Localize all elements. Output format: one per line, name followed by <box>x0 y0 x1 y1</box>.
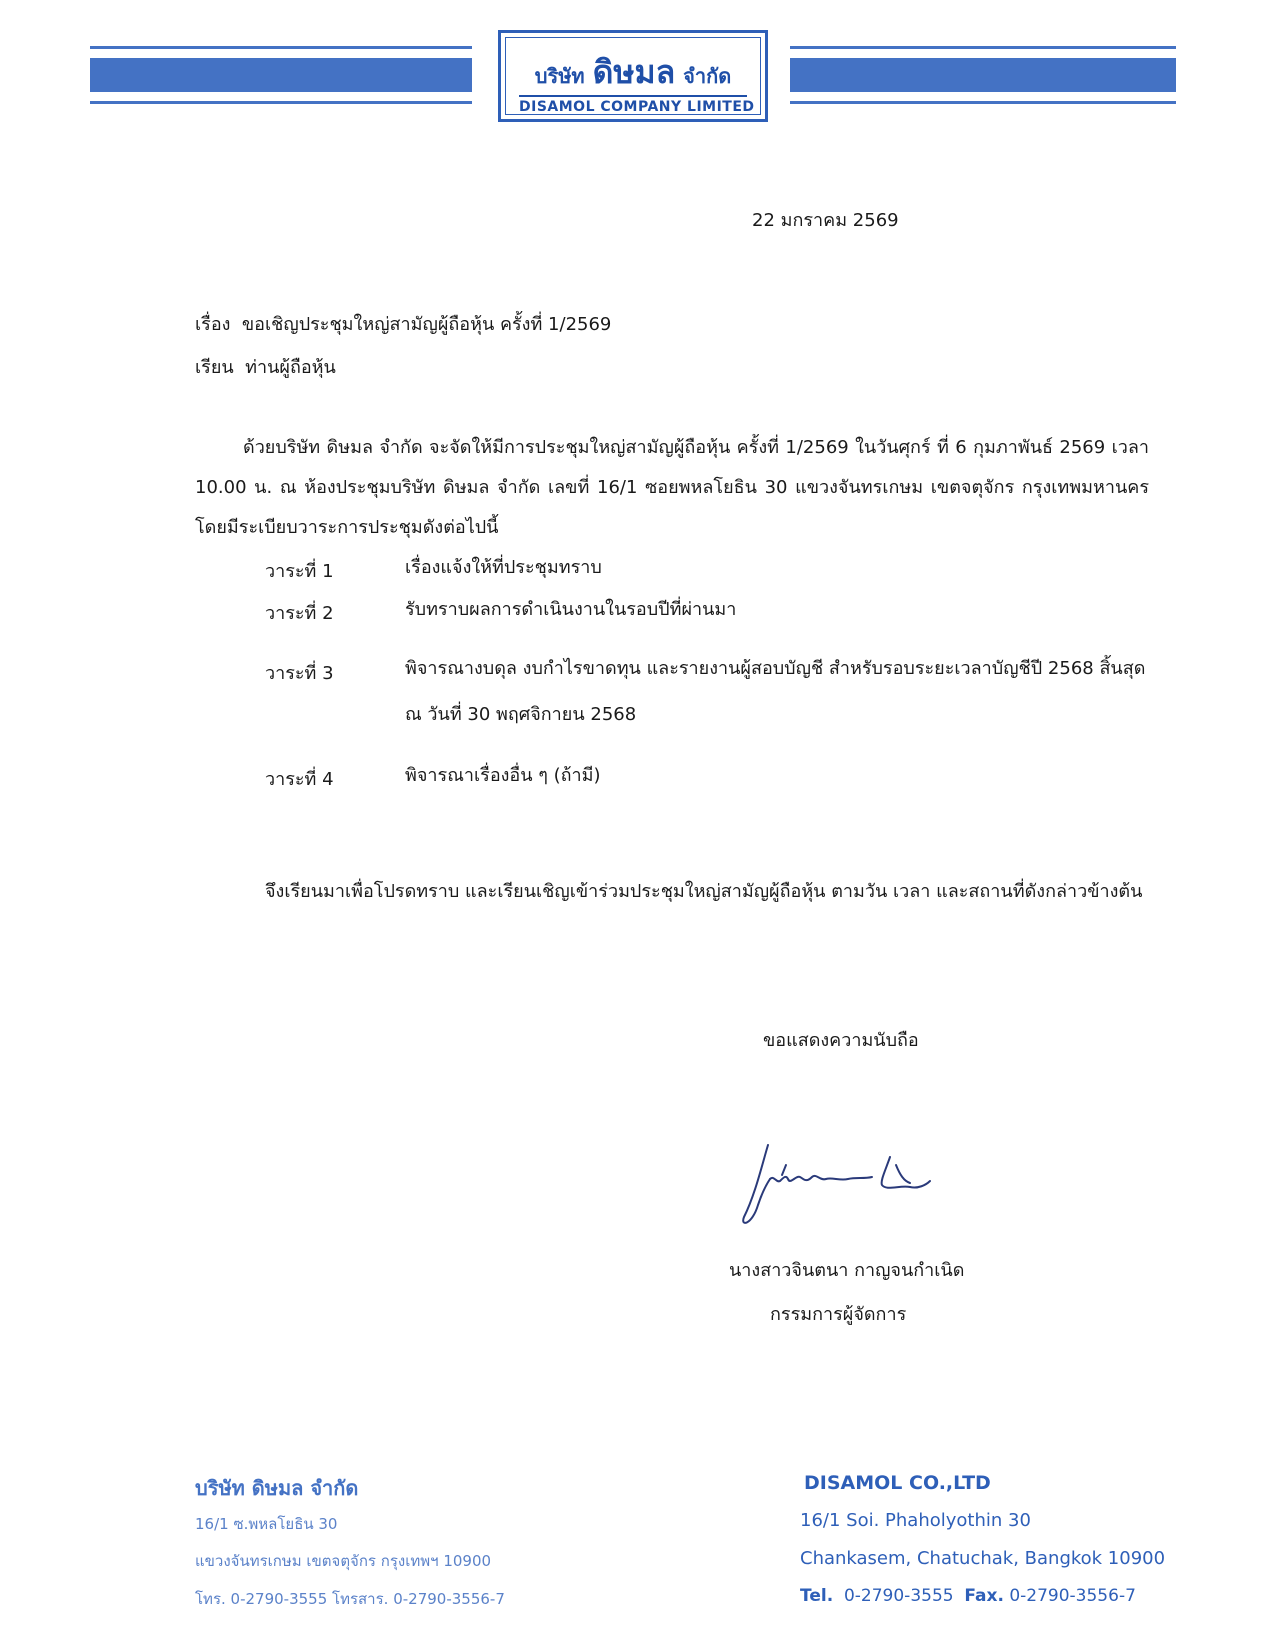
logo-name: ดิษมล <box>592 53 676 91</box>
logo-thai-name <box>501 47 765 98</box>
footer-tel-label: Tel. <box>800 1586 834 1606</box>
footer-fax-label: Fax. <box>964 1586 1004 1606</box>
letter-date: 22 มกราคม 2569 <box>752 210 899 231</box>
subject-label: เรื่อง <box>195 314 231 335</box>
header-band-left-top <box>90 46 472 49</box>
recipient-line <box>195 359 336 377</box>
footer-fax-number: 0-2790-3556-7 <box>1009 1586 1136 1606</box>
logo-prefix: บริษัท <box>534 64 585 88</box>
footer-thai-company: บริษัท ดิษมล จำกัด <box>195 1476 359 1500</box>
logo-suffix: จำกัด <box>683 64 732 88</box>
header-band-right-bottom <box>790 101 1176 104</box>
logo-english-name: DISAMOL COMPANY LIMITED <box>519 95 747 115</box>
recipient-label: เรียน <box>195 357 234 378</box>
recipient-text: ท่านผู้ถือหุ้น <box>245 357 336 378</box>
agenda-text: เรื่องแจ้งให้ที่ประชุมทราบ <box>405 557 602 578</box>
footer-tel-number: 0-2790-3555 <box>843 1586 954 1606</box>
body-paragraph: ด้วยบริษัท ดิษมล จำกัด จะจัดให้มีการประชุมใหญ่สามัญผู้ถือหุ้น ครั้งที่ 1/2569 ในวันศุกร์ ที่ 6 กุมภาพันธ์ 2569 เวลา 10.00 น. ณ ห้องประชุมบริษัท ดิษมล จำกัด เลขที่ 16/1 ซอยพหลโยธิน 30 แขวงจันทรเกษม เขตจตุจักร กรุงเทพมหานคร โดยมีระเบียบวาระการประชุมดังต่อไปนี้ <box>195 437 1149 538</box>
footer-thai-address-1: 16/1 ซ.พหลโยธิน 30 <box>195 1515 338 1533</box>
header-band-left-bottom <box>90 101 472 104</box>
signature-image <box>740 1135 980 1235</box>
header-band-right <box>790 58 1176 92</box>
closing-paragraph: จึงเรียนมาเพื่อโปรดทราบ และเรียนเชิญเข้าร่วมประชุมใหญ่สามัญผู้ถือหุ้น ตามวัน เวลา และสถานที่ดังกล่าวข้างต้น <box>265 881 1143 902</box>
complimentary-close: ขอแสดงความนับถือ <box>763 1030 919 1051</box>
footer-en-company: DISAMOL CO.,LTD <box>804 1472 991 1494</box>
footer-en-phone <box>800 1586 1136 1606</box>
subject-text: ขอเชิญประชุมใหญ่สามัญผู้ถือหุ้น ครั้งที่ 1/2569 <box>241 314 612 335</box>
agenda-label: วาระที่ 3 <box>265 663 334 684</box>
footer-thai-phone: โทร. 0-2790-3555 โทรสาร. 0-2790-3556-7 <box>195 1590 505 1608</box>
company-logo <box>498 30 768 122</box>
agenda-text: พิจารณาเรื่องอื่น ๆ (ถ้ามี) <box>405 765 601 786</box>
header-band-right-top <box>790 46 1176 49</box>
footer-en-address-1: 16/1 Soi. Phaholyothin 30 <box>800 1510 1031 1531</box>
footer-en-address-2: Chankasem, Chatuchak, Bangkok 10900 <box>800 1548 1166 1569</box>
agenda-label: วาระที่ 1 <box>265 561 334 582</box>
signatory-name: นางสาวจินตนา กาญจนกำเนิด <box>729 1260 965 1281</box>
agenda-text: รับทราบผลการดำเนินงานในรอบปีที่ผ่านมา <box>405 599 737 620</box>
signatory-position: กรรมการผู้จัดการ <box>770 1304 907 1325</box>
subject-line <box>195 316 611 334</box>
footer-thai-address-2: แขวงจันทรเกษม เขตจตุจักร กรุงเทพฯ 10900 <box>195 1552 492 1570</box>
agenda-label: วาระที่ 4 <box>265 769 334 790</box>
agenda-label: วาระที่ 2 <box>265 603 334 624</box>
header-band-left <box>90 58 472 92</box>
agenda-text: พิจารณางบดุล งบกำไรขาดทุน และรายงานผู้สอบบัญชี สำหรับรอบระยะเวลาบัญชีปี 2568 สิ้นสุด ณ วันที่ 30 พฤศจิกายน 2568 <box>405 658 1146 725</box>
